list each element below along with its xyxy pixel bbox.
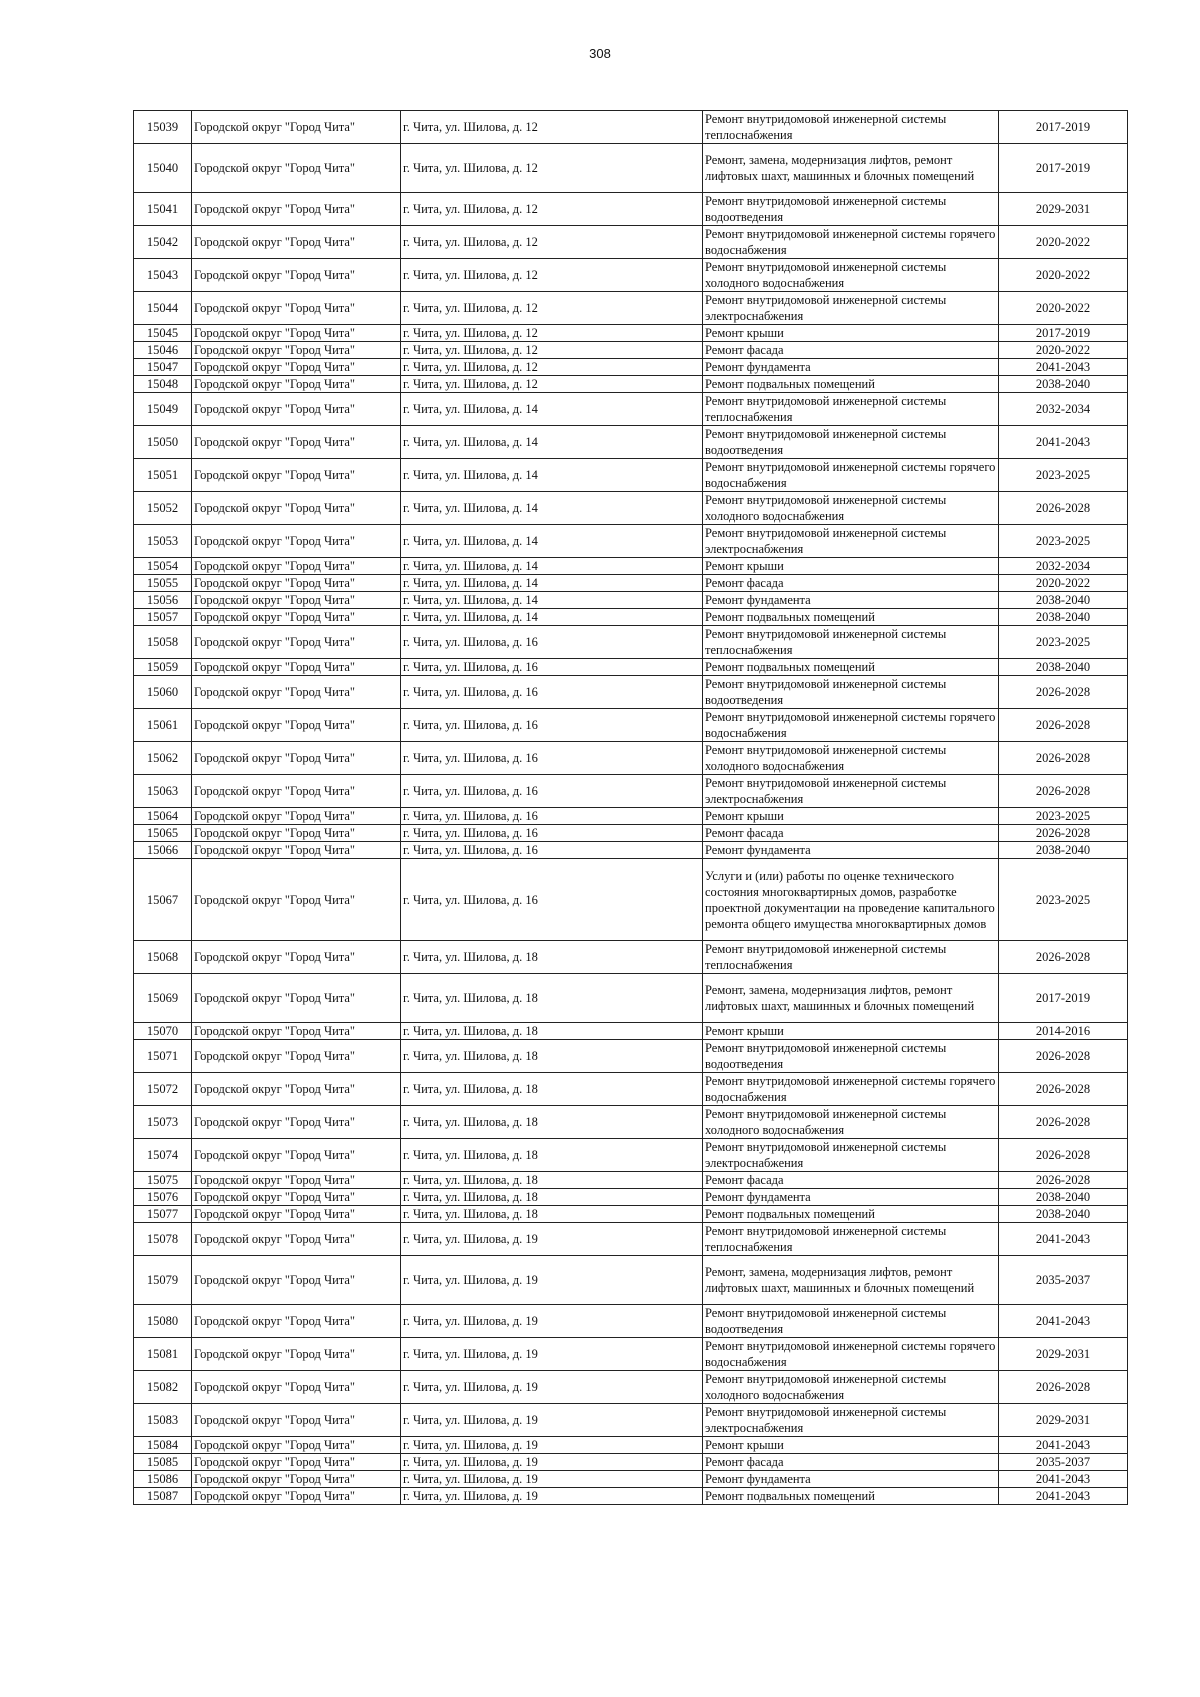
row-number-cell: 15068 <box>134 941 192 974</box>
period-cell: 2041-2043 <box>999 426 1128 459</box>
table-row <box>134 1471 1128 1488</box>
work-type-cell: Ремонт внутридомовой инженерной системы водоотведения <box>703 193 999 226</box>
period-cell: 2029-2031 <box>999 193 1128 226</box>
works-table <box>133 110 1128 1505</box>
municipality-cell: Городской округ "Город Чита" <box>192 1139 401 1172</box>
work-type-cell: Услуги и (или) работы по оценке технического состояния многоквартирных домов, разработке проектной документации на проведение капитального ремонта общего имущества многоквартирных домов <box>703 859 999 941</box>
work-type-cell: Ремонт крыши <box>703 1023 999 1040</box>
municipality-cell: Городской округ "Город Чита" <box>192 1106 401 1139</box>
period-cell: 2026-2028 <box>999 775 1128 808</box>
period-cell: 2026-2028 <box>999 676 1128 709</box>
period-cell: 2041-2043 <box>999 1488 1128 1505</box>
address-cell: г. Чита, ул. Шилова, д. 18 <box>401 1106 703 1139</box>
table-row <box>134 842 1128 859</box>
period-cell: 2038-2040 <box>999 376 1128 393</box>
period-cell: 2026-2028 <box>999 1073 1128 1106</box>
municipality-cell: Городской округ "Город Чита" <box>192 974 401 1023</box>
work-type-cell: Ремонт внутридомовой инженерной системы водоотведения <box>703 1040 999 1073</box>
municipality-cell: Городской округ "Город Чита" <box>192 193 401 226</box>
address-cell: г. Чита, ул. Шилова, д. 12 <box>401 259 703 292</box>
address-cell: г. Чита, ул. Шилова, д. 14 <box>401 492 703 525</box>
address-cell: г. Чита, ул. Шилова, д. 18 <box>401 974 703 1023</box>
table-row <box>134 808 1128 825</box>
table-row <box>134 1172 1128 1189</box>
row-number-cell: 15084 <box>134 1437 192 1454</box>
work-type-cell: Ремонт внутридомовой инженерной системы горячего водоснабжения <box>703 1338 999 1371</box>
table-row <box>134 525 1128 558</box>
work-type-cell: Ремонт подвальных помещений <box>703 376 999 393</box>
row-number-cell: 15079 <box>134 1256 192 1305</box>
period-cell: 2041-2043 <box>999 1471 1128 1488</box>
row-number-cell: 15076 <box>134 1189 192 1206</box>
table-row <box>134 825 1128 842</box>
row-number-cell: 15073 <box>134 1106 192 1139</box>
row-number-cell: 15070 <box>134 1023 192 1040</box>
municipality-cell: Городской округ "Город Чита" <box>192 492 401 525</box>
work-type-cell: Ремонт крыши <box>703 325 999 342</box>
municipality-cell: Городской округ "Город Чита" <box>192 292 401 325</box>
address-cell: г. Чита, ул. Шилова, д. 19 <box>401 1338 703 1371</box>
table-row <box>134 1488 1128 1505</box>
work-type-cell: Ремонт, замена, модернизация лифтов, ремонт лифтовых шахт, машинных и блочных помещений <box>703 144 999 193</box>
period-cell: 2038-2040 <box>999 1206 1128 1223</box>
row-number-cell: 15054 <box>134 558 192 575</box>
municipality-cell: Городской округ "Город Чита" <box>192 709 401 742</box>
address-cell: г. Чита, ул. Шилова, д. 18 <box>401 1139 703 1172</box>
address-cell: г. Чита, ул. Шилова, д. 14 <box>401 609 703 626</box>
address-cell: г. Чита, ул. Шилова, д. 19 <box>401 1223 703 1256</box>
address-cell: г. Чита, ул. Шилова, д. 16 <box>401 825 703 842</box>
period-cell: 2017-2019 <box>999 111 1128 144</box>
address-cell: г. Чита, ул. Шилова, д. 16 <box>401 842 703 859</box>
period-cell: 2020-2022 <box>999 226 1128 259</box>
address-cell: г. Чита, ул. Шилова, д. 16 <box>401 676 703 709</box>
municipality-cell: Городской округ "Город Чита" <box>192 1073 401 1106</box>
municipality-cell: Городской округ "Город Чита" <box>192 325 401 342</box>
work-type-cell: Ремонт внутридомовой инженерной системы холодного водоснабжения <box>703 492 999 525</box>
address-cell: г. Чита, ул. Шилова, д. 19 <box>401 1256 703 1305</box>
period-cell: 2026-2028 <box>999 709 1128 742</box>
table-row <box>134 1023 1128 1040</box>
address-cell: г. Чита, ул. Шилова, д. 14 <box>401 575 703 592</box>
address-cell: г. Чита, ул. Шилова, д. 19 <box>401 1488 703 1505</box>
period-cell: 2026-2028 <box>999 825 1128 842</box>
row-number-cell: 15064 <box>134 808 192 825</box>
table-row <box>134 1338 1128 1371</box>
period-cell: 2026-2028 <box>999 1371 1128 1404</box>
row-number-cell: 15063 <box>134 775 192 808</box>
table-row <box>134 676 1128 709</box>
table-row <box>134 226 1128 259</box>
address-cell: г. Чита, ул. Шилова, д. 18 <box>401 1189 703 1206</box>
municipality-cell: Городской округ "Город Чита" <box>192 775 401 808</box>
row-number-cell: 15083 <box>134 1404 192 1437</box>
table-row <box>134 609 1128 626</box>
period-cell: 2026-2028 <box>999 1139 1128 1172</box>
row-number-cell: 15053 <box>134 525 192 558</box>
table-row <box>134 144 1128 193</box>
works-table-body <box>134 111 1128 1505</box>
period-cell: 2032-2034 <box>999 393 1128 426</box>
row-number-cell: 15066 <box>134 842 192 859</box>
municipality-cell: Городской округ "Город Чита" <box>192 676 401 709</box>
table-row <box>134 1040 1128 1073</box>
row-number-cell: 15050 <box>134 426 192 459</box>
period-cell: 2038-2040 <box>999 842 1128 859</box>
row-number-cell: 15071 <box>134 1040 192 1073</box>
row-number-cell: 15074 <box>134 1139 192 1172</box>
work-type-cell: Ремонт фасада <box>703 575 999 592</box>
table-row <box>134 359 1128 376</box>
work-type-cell: Ремонт крыши <box>703 1437 999 1454</box>
table-row <box>134 941 1128 974</box>
work-type-cell: Ремонт внутридомовой инженерной системы холодного водоснабжения <box>703 1106 999 1139</box>
row-number-cell: 15060 <box>134 676 192 709</box>
row-number-cell: 15081 <box>134 1338 192 1371</box>
table-row <box>134 1454 1128 1471</box>
municipality-cell: Городской округ "Город Чита" <box>192 1454 401 1471</box>
work-type-cell: Ремонт внутридомовой инженерной системы теплоснабжения <box>703 626 999 659</box>
address-cell: г. Чита, ул. Шилова, д. 14 <box>401 426 703 459</box>
row-number-cell: 15055 <box>134 575 192 592</box>
table-row <box>134 1371 1128 1404</box>
table-row <box>134 1256 1128 1305</box>
period-cell: 2029-2031 <box>999 1404 1128 1437</box>
work-type-cell: Ремонт крыши <box>703 558 999 575</box>
row-number-cell: 15069 <box>134 974 192 1023</box>
municipality-cell: Городской округ "Город Чита" <box>192 393 401 426</box>
municipality-cell: Городской округ "Город Чита" <box>192 825 401 842</box>
municipality-cell: Городской округ "Город Чита" <box>192 1023 401 1040</box>
period-cell: 2026-2028 <box>999 492 1128 525</box>
work-type-cell: Ремонт фундамента <box>703 1189 999 1206</box>
municipality-cell: Городской округ "Город Чита" <box>192 1305 401 1338</box>
row-number-cell: 15046 <box>134 342 192 359</box>
period-cell: 2026-2028 <box>999 742 1128 775</box>
municipality-cell: Городской округ "Город Чита" <box>192 592 401 609</box>
municipality-cell: Городской округ "Город Чита" <box>192 808 401 825</box>
row-number-cell: 15067 <box>134 859 192 941</box>
municipality-cell: Городской округ "Город Чита" <box>192 626 401 659</box>
address-cell: г. Чита, ул. Шилова, д. 14 <box>401 459 703 492</box>
municipality-cell: Городской округ "Город Чита" <box>192 941 401 974</box>
row-number-cell: 15087 <box>134 1488 192 1505</box>
municipality-cell: Городской округ "Город Чита" <box>192 342 401 359</box>
municipality-cell: Городской округ "Город Чита" <box>192 742 401 775</box>
table-row <box>134 342 1128 359</box>
work-type-cell: Ремонт внутридомовой инженерной системы горячего водоснабжения <box>703 709 999 742</box>
work-type-cell: Ремонт внутридомовой инженерной системы холодного водоснабжения <box>703 742 999 775</box>
period-cell: 2017-2019 <box>999 325 1128 342</box>
municipality-cell: Городской округ "Город Чита" <box>192 1256 401 1305</box>
row-number-cell: 15078 <box>134 1223 192 1256</box>
work-type-cell: Ремонт подвальных помещений <box>703 1488 999 1505</box>
period-cell: 2041-2043 <box>999 1437 1128 1454</box>
table-row <box>134 558 1128 575</box>
period-cell: 2026-2028 <box>999 1106 1128 1139</box>
period-cell: 2020-2022 <box>999 575 1128 592</box>
address-cell: г. Чита, ул. Шилова, д. 18 <box>401 1023 703 1040</box>
table-row <box>134 1073 1128 1106</box>
row-number-cell: 15057 <box>134 609 192 626</box>
address-cell: г. Чита, ул. Шилова, д. 12 <box>401 111 703 144</box>
work-type-cell: Ремонт внутридомовой инженерной системы холодного водоснабжения <box>703 1371 999 1404</box>
work-type-cell: Ремонт внутридомовой инженерной системы теплоснабжения <box>703 941 999 974</box>
municipality-cell: Городской округ "Город Чита" <box>192 1206 401 1223</box>
municipality-cell: Городской округ "Город Чита" <box>192 842 401 859</box>
row-number-cell: 15051 <box>134 459 192 492</box>
work-type-cell: Ремонт фундамента <box>703 842 999 859</box>
address-cell: г. Чита, ул. Шилова, д. 16 <box>401 659 703 676</box>
municipality-cell: Городской округ "Город Чита" <box>192 376 401 393</box>
period-cell: 2023-2025 <box>999 525 1128 558</box>
work-type-cell: Ремонт подвальных помещений <box>703 609 999 626</box>
work-type-cell: Ремонт внутридомовой инженерной системы теплоснабжения <box>703 111 999 144</box>
address-cell: г. Чита, ул. Шилова, д. 14 <box>401 393 703 426</box>
row-number-cell: 15059 <box>134 659 192 676</box>
municipality-cell: Городской округ "Город Чита" <box>192 609 401 626</box>
municipality-cell: Городской округ "Город Чита" <box>192 1040 401 1073</box>
row-number-cell: 15061 <box>134 709 192 742</box>
period-cell: 2014-2016 <box>999 1023 1128 1040</box>
municipality-cell: Городской округ "Город Чита" <box>192 1172 401 1189</box>
table-row <box>134 1437 1128 1454</box>
work-type-cell: Ремонт фасада <box>703 825 999 842</box>
period-cell: 2023-2025 <box>999 859 1128 941</box>
row-number-cell: 15048 <box>134 376 192 393</box>
row-number-cell: 15049 <box>134 393 192 426</box>
table-row <box>134 426 1128 459</box>
address-cell: г. Чита, ул. Шилова, д. 18 <box>401 1172 703 1189</box>
period-cell: 2041-2043 <box>999 359 1128 376</box>
work-type-cell: Ремонт подвальных помещений <box>703 659 999 676</box>
work-type-cell: Ремонт внутридомовой инженерной системы теплоснабжения <box>703 393 999 426</box>
municipality-cell: Городской округ "Город Чита" <box>192 1404 401 1437</box>
address-cell: г. Чита, ул. Шилова, д. 16 <box>401 709 703 742</box>
work-type-cell: Ремонт внутридомовой инженерной системы горячего водоснабжения <box>703 226 999 259</box>
row-number-cell: 15065 <box>134 825 192 842</box>
work-type-cell: Ремонт, замена, модернизация лифтов, ремонт лифтовых шахт, машинных и блочных помещений <box>703 974 999 1023</box>
work-type-cell: Ремонт фасада <box>703 342 999 359</box>
table-row <box>134 393 1128 426</box>
municipality-cell: Городской округ "Город Чита" <box>192 1338 401 1371</box>
municipality-cell: Городской округ "Город Чита" <box>192 359 401 376</box>
municipality-cell: Городской округ "Город Чита" <box>192 1189 401 1206</box>
work-type-cell: Ремонт внутридомовой инженерной системы водоотведения <box>703 1305 999 1338</box>
period-cell: 2020-2022 <box>999 292 1128 325</box>
work-type-cell: Ремонт фундамента <box>703 1471 999 1488</box>
row-number-cell: 15043 <box>134 259 192 292</box>
municipality-cell: Городской округ "Город Чита" <box>192 1437 401 1454</box>
address-cell: г. Чита, ул. Шилова, д. 12 <box>401 292 703 325</box>
work-type-cell: Ремонт фундамента <box>703 359 999 376</box>
period-cell: 2041-2043 <box>999 1223 1128 1256</box>
table-row <box>134 742 1128 775</box>
table-row <box>134 1139 1128 1172</box>
row-number-cell: 15052 <box>134 492 192 525</box>
row-number-cell: 15085 <box>134 1454 192 1471</box>
row-number-cell: 15072 <box>134 1073 192 1106</box>
period-cell: 2041-2043 <box>999 1305 1128 1338</box>
municipality-cell: Городской округ "Город Чита" <box>192 144 401 193</box>
municipality-cell: Городской округ "Город Чита" <box>192 1371 401 1404</box>
address-cell: г. Чита, ул. Шилова, д. 19 <box>401 1471 703 1488</box>
table-row <box>134 709 1128 742</box>
municipality-cell: Городской округ "Город Чита" <box>192 459 401 492</box>
table-row <box>134 292 1128 325</box>
table-row <box>134 1305 1128 1338</box>
row-number-cell: 15062 <box>134 742 192 775</box>
period-cell: 2023-2025 <box>999 459 1128 492</box>
work-type-cell: Ремонт внутридомовой инженерной системы водоотведения <box>703 426 999 459</box>
row-number-cell: 15041 <box>134 193 192 226</box>
period-cell: 2038-2040 <box>999 609 1128 626</box>
work-type-cell: Ремонт фасада <box>703 1172 999 1189</box>
period-cell: 2035-2037 <box>999 1256 1128 1305</box>
work-type-cell: Ремонт внутридомовой инженерной системы электроснабжения <box>703 1404 999 1437</box>
work-type-cell: Ремонт, замена, модернизация лифтов, ремонт лифтовых шахт, машинных и блочных помещений <box>703 1256 999 1305</box>
address-cell: г. Чита, ул. Шилова, д. 12 <box>401 226 703 259</box>
table-row <box>134 193 1128 226</box>
period-cell: 2017-2019 <box>999 974 1128 1023</box>
work-type-cell: Ремонт внутридомовой инженерной системы электроснабжения <box>703 775 999 808</box>
table-row <box>134 1106 1128 1139</box>
address-cell: г. Чита, ул. Шилова, д. 19 <box>401 1371 703 1404</box>
page-number: 308 <box>589 46 611 61</box>
address-cell: г. Чита, ул. Шилова, д. 18 <box>401 1206 703 1223</box>
address-cell: г. Чита, ул. Шилова, д. 18 <box>401 941 703 974</box>
row-number-cell: 15040 <box>134 144 192 193</box>
table-row <box>134 974 1128 1023</box>
row-number-cell: 15047 <box>134 359 192 376</box>
row-number-cell: 15082 <box>134 1371 192 1404</box>
period-cell: 2035-2037 <box>999 1454 1128 1471</box>
table-row <box>134 376 1128 393</box>
table-row <box>134 111 1128 144</box>
row-number-cell: 15075 <box>134 1172 192 1189</box>
period-cell: 2020-2022 <box>999 259 1128 292</box>
row-number-cell: 15042 <box>134 226 192 259</box>
work-type-cell: Ремонт внутридомовой инженерной системы теплоснабжения <box>703 1223 999 1256</box>
table-row <box>134 1206 1128 1223</box>
address-cell: г. Чита, ул. Шилова, д. 14 <box>401 558 703 575</box>
address-cell: г. Чита, ул. Шилова, д. 12 <box>401 359 703 376</box>
table-row <box>134 592 1128 609</box>
address-cell: г. Чита, ул. Шилова, д. 19 <box>401 1305 703 1338</box>
row-number-cell: 15056 <box>134 592 192 609</box>
address-cell: г. Чита, ул. Шилова, д. 12 <box>401 376 703 393</box>
row-number-cell: 15045 <box>134 325 192 342</box>
municipality-cell: Городской округ "Город Чита" <box>192 1488 401 1505</box>
address-cell: г. Чита, ул. Шилова, д. 16 <box>401 775 703 808</box>
row-number-cell: 15039 <box>134 111 192 144</box>
period-cell: 2020-2022 <box>999 342 1128 359</box>
address-cell: г. Чита, ул. Шилова, д. 16 <box>401 808 703 825</box>
work-type-cell: Ремонт внутридомовой инженерной системы горячего водоснабжения <box>703 1073 999 1106</box>
work-type-cell: Ремонт внутридомовой инженерной системы горячего водоснабжения <box>703 459 999 492</box>
table-row <box>134 1223 1128 1256</box>
address-cell: г. Чита, ул. Шилова, д. 12 <box>401 193 703 226</box>
address-cell: г. Чита, ул. Шилова, д. 19 <box>401 1454 703 1471</box>
table-row <box>134 659 1128 676</box>
municipality-cell: Городской округ "Город Чита" <box>192 525 401 558</box>
row-number-cell: 15086 <box>134 1471 192 1488</box>
period-cell: 2029-2031 <box>999 1338 1128 1371</box>
row-number-cell: 15077 <box>134 1206 192 1223</box>
municipality-cell: Городской округ "Город Чита" <box>192 659 401 676</box>
period-cell: 2023-2025 <box>999 626 1128 659</box>
address-cell: г. Чита, ул. Шилова, д. 12 <box>401 342 703 359</box>
municipality-cell: Городской округ "Город Чита" <box>192 575 401 592</box>
table-row <box>134 325 1128 342</box>
municipality-cell: Городской округ "Город Чита" <box>192 426 401 459</box>
period-cell: 2038-2040 <box>999 659 1128 676</box>
municipality-cell: Городской округ "Город Чита" <box>192 259 401 292</box>
period-cell: 2026-2028 <box>999 1172 1128 1189</box>
work-type-cell: Ремонт подвальных помещений <box>703 1206 999 1223</box>
address-cell: г. Чита, ул. Шилова, д. 12 <box>401 144 703 193</box>
work-type-cell: Ремонт крыши <box>703 808 999 825</box>
period-cell: 2017-2019 <box>999 144 1128 193</box>
table-row <box>134 775 1128 808</box>
address-cell: г. Чита, ул. Шилова, д. 16 <box>401 742 703 775</box>
address-cell: г. Чита, ул. Шилова, д. 18 <box>401 1040 703 1073</box>
row-number-cell: 15080 <box>134 1305 192 1338</box>
work-type-cell: Ремонт внутридомовой инженерной системы электроснабжения <box>703 525 999 558</box>
table-row <box>134 1189 1128 1206</box>
table-row <box>134 459 1128 492</box>
municipality-cell: Городской округ "Город Чита" <box>192 558 401 575</box>
address-cell: г. Чита, ул. Шилова, д. 18 <box>401 1073 703 1106</box>
period-cell: 2023-2025 <box>999 808 1128 825</box>
period-cell: 2038-2040 <box>999 1189 1128 1206</box>
work-type-cell: Ремонт внутридомовой инженерной системы электроснабжения <box>703 1139 999 1172</box>
municipality-cell: Городской округ "Город Чита" <box>192 1471 401 1488</box>
municipality-cell: Городской округ "Город Чита" <box>192 1223 401 1256</box>
address-cell: г. Чита, ул. Шилова, д. 14 <box>401 592 703 609</box>
address-cell: г. Чита, ул. Шилова, д. 19 <box>401 1437 703 1454</box>
municipality-cell: Городской округ "Город Чита" <box>192 226 401 259</box>
period-cell: 2026-2028 <box>999 941 1128 974</box>
municipality-cell: Городской округ "Город Чита" <box>192 859 401 941</box>
table-row <box>134 259 1128 292</box>
table-row <box>134 1404 1128 1437</box>
row-number-cell: 15058 <box>134 626 192 659</box>
table-row <box>134 626 1128 659</box>
work-type-cell: Ремонт фасада <box>703 1454 999 1471</box>
work-type-cell: Ремонт фундамента <box>703 592 999 609</box>
period-cell: 2038-2040 <box>999 592 1128 609</box>
address-cell: г. Чита, ул. Шилова, д. 19 <box>401 1404 703 1437</box>
row-number-cell: 15044 <box>134 292 192 325</box>
address-cell: г. Чита, ул. Шилова, д. 14 <box>401 525 703 558</box>
table-row <box>134 575 1128 592</box>
work-type-cell: Ремонт внутридомовой инженерной системы водоотведения <box>703 676 999 709</box>
table-row <box>134 492 1128 525</box>
period-cell: 2032-2034 <box>999 558 1128 575</box>
municipality-cell: Городской округ "Город Чита" <box>192 111 401 144</box>
work-type-cell: Ремонт внутридомовой инженерной системы электроснабжения <box>703 292 999 325</box>
address-cell: г. Чита, ул. Шилова, д. 16 <box>401 859 703 941</box>
address-cell: г. Чита, ул. Шилова, д. 12 <box>401 325 703 342</box>
period-cell: 2026-2028 <box>999 1040 1128 1073</box>
table-row <box>134 859 1128 941</box>
address-cell: г. Чита, ул. Шилова, д. 16 <box>401 626 703 659</box>
work-type-cell: Ремонт внутридомовой инженерной системы холодного водоснабжения <box>703 259 999 292</box>
